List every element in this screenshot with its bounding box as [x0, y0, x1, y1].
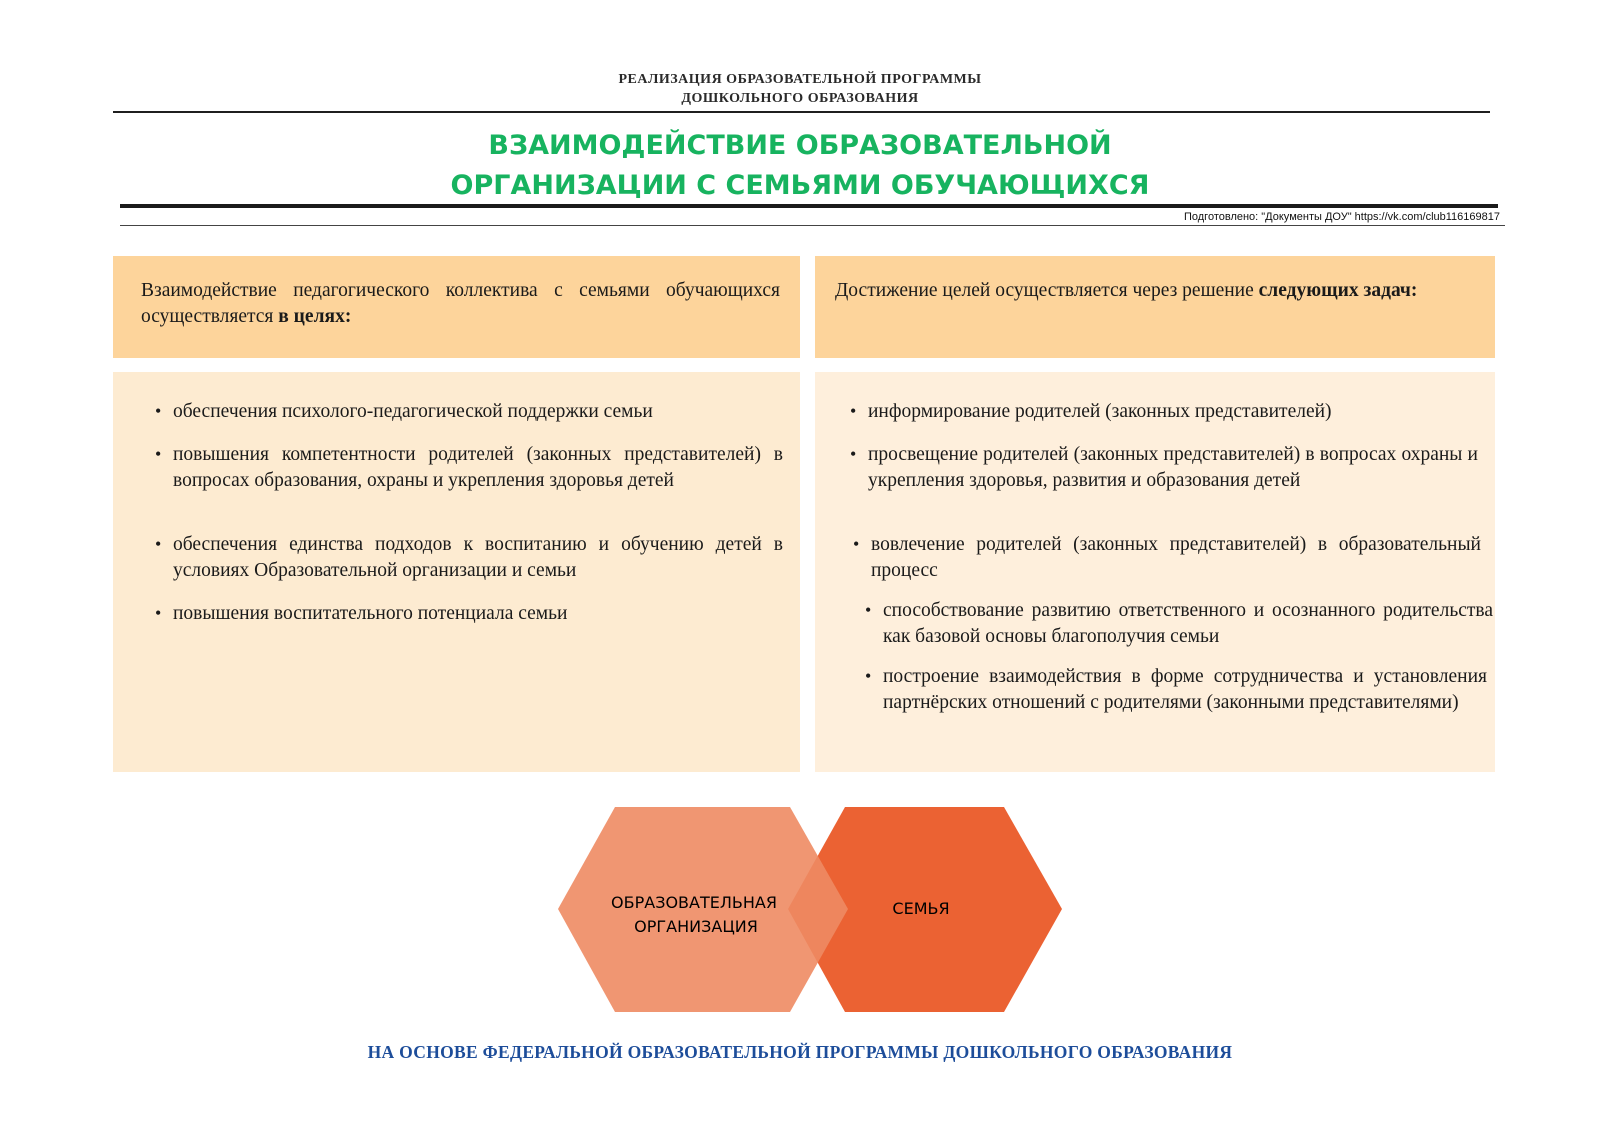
goals-intro-text: Взаимодействие педагогического коллектива с семьями обучающихся осуществляется: [141, 280, 780, 327]
goal-item: • обеспечения психолого-педагогической поддержки семьи: [173, 399, 783, 425]
title-line-2: ОРГАНИЗАЦИИ С СЕМЬЯМИ ОБУЧАЮЩИХСЯ: [450, 170, 1150, 201]
task-item: • построение взаимодействия в форме сотрудничества и установления партнёрских отношений с родителями (законными представителями): [883, 664, 1487, 715]
goal-item: • повышения воспитательного потенциала семьи: [173, 601, 783, 627]
task-item: • способствование развитию ответственного и осознанного родительства как базовой основы благополучия семьи: [883, 598, 1493, 649]
family-label: СЕМЬЯ: [892, 899, 950, 918]
task-item: • просвещение родителей (законных представителей) в вопросах охраны и укрепления здоровья, развития и образования детей: [868, 442, 1478, 493]
organization-label-line-1: ОБРАЗОВАТЕЛЬНАЯ: [611, 893, 777, 912]
task-item: • информирование родителей (законных представителей): [868, 399, 1478, 425]
goal-item: • повышения компетентности родителей (законных представителей) в вопросах образования, охраны и укрепления здоровья детей: [173, 442, 783, 493]
subtitle-line-1: РЕАЛИЗАЦИЯ ОБРАЗОВАТЕЛЬНОЙ ПРОГРАММЫ: [618, 72, 982, 87]
goals-intro-emphasis: в целях:: [278, 306, 352, 327]
tasks-intro-emphasis: следующих задач:: [1258, 280, 1418, 301]
tasks-intro-text: Достижение целей осуществляется через решение: [835, 280, 1259, 301]
goal-item: • обеспечения единства подходов к воспитанию и обучению детей в условиях Образовательной организации и семьи: [173, 532, 783, 583]
title-line-1: ВЗАИМОДЕЙСТВИЕ ОБРАЗОВАТЕЛЬНОЙ: [488, 130, 1112, 161]
organization-label-line-2: ОРГАНИЗАЦИЯ: [634, 917, 758, 936]
task-item: • вовлечение родителей (законных представителей) в образовательный процесс: [871, 532, 1481, 583]
credit-line: Подготовлено: "Документы ДОУ" https://vk.com/club116169817: [1183, 211, 1500, 223]
footer-note: НА ОСНОВЕ ФЕДЕРАЛЬНОЙ ОБРАЗОВАТЕЛЬНОЙ ПРОГРАММЫ ДОШКОЛЬНОГО ОБРАЗОВАНИЯ: [367, 1042, 1233, 1062]
subtitle-line-2: ДОШКОЛЬНОГО ОБРАЗОВАНИЯ: [681, 91, 919, 106]
